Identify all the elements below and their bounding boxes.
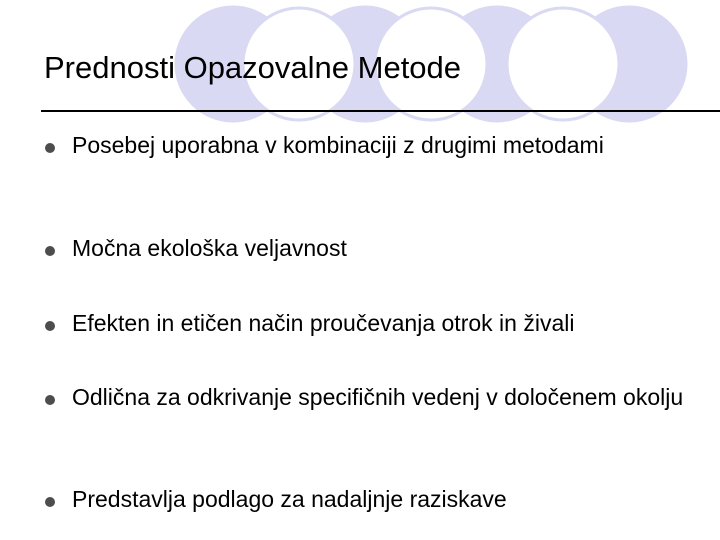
- title-divider: [41, 110, 720, 112]
- bullet-text: Odlična za odkrivanje specifičnih vedenj v določenem okolju: [72, 384, 684, 410]
- decor-ring: [507, 8, 619, 120]
- bullet-dot: [45, 246, 55, 256]
- bullet-text: Močna ekološka veljavnost: [72, 235, 347, 261]
- bullet-text: Efekten in etičen način proučevanja otrok in živali: [72, 310, 575, 336]
- bullet-text: Posebej uporabna v kombinaciji z drugimi metodami: [72, 132, 604, 158]
- bullet-dot: [45, 497, 55, 507]
- bullet-text: Predstavlja podlago za nadaljnje raziskave: [72, 486, 507, 512]
- bullet-dot: [45, 143, 55, 153]
- slide-title: Prednosti Opazovalne Metode: [44, 50, 462, 85]
- bullet-dot: [45, 395, 55, 405]
- bullet-dot: [45, 321, 55, 331]
